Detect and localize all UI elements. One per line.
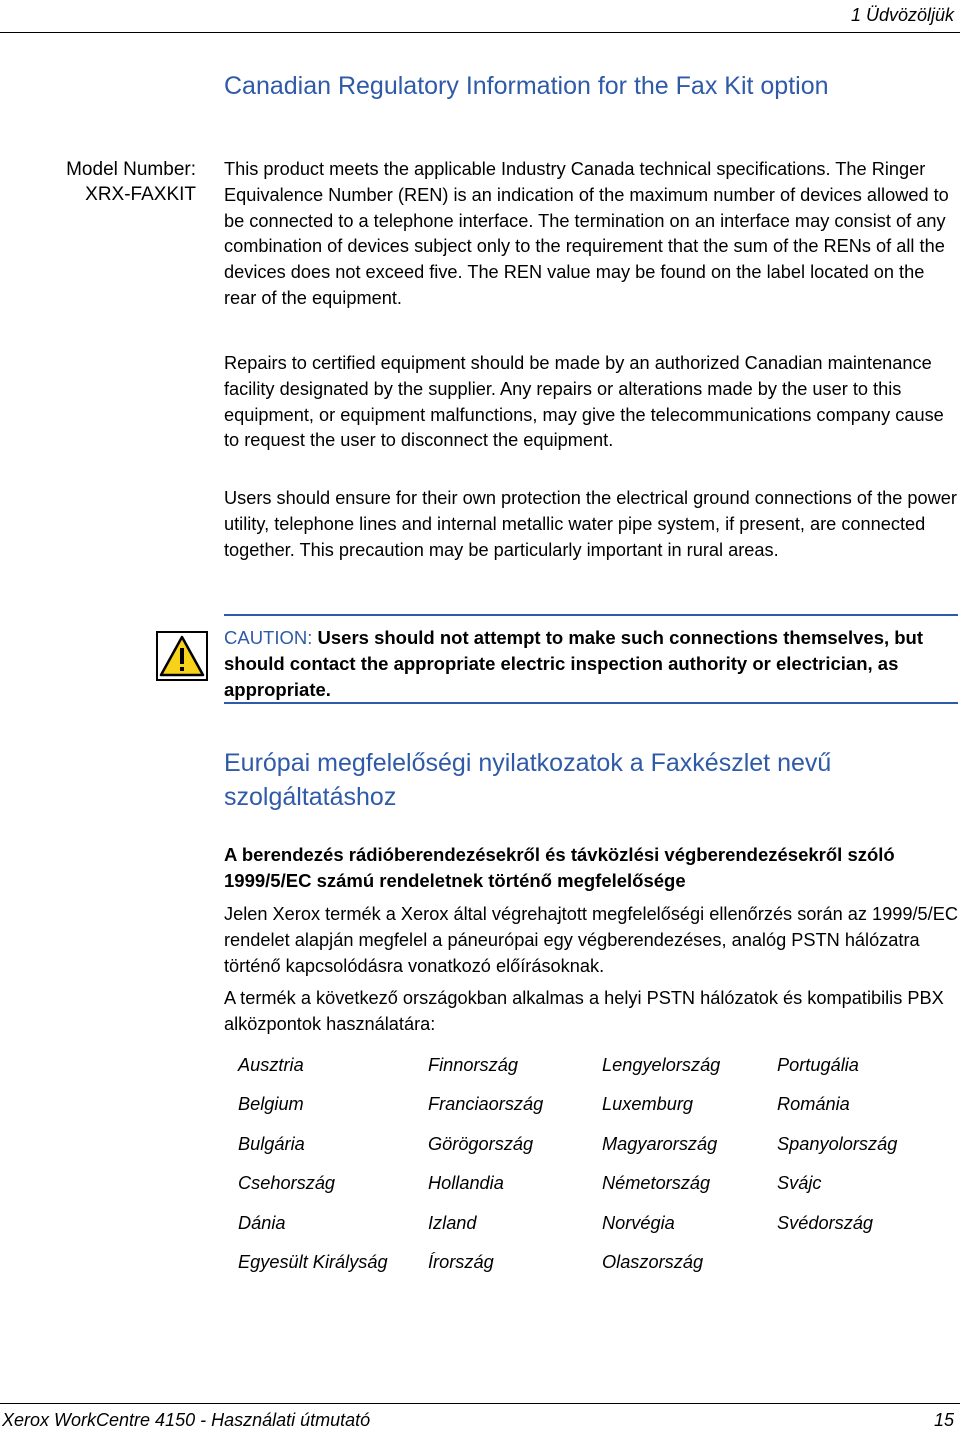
- header-rule: [0, 32, 960, 33]
- table-row: [238, 1053, 960, 1092]
- country-cell: Hollandia: [428, 1173, 504, 1194]
- european-subtitle: A berendezés rádióberendezésekről és távközlési végberendezésekről szóló 1999/5/EC számú rendeletnek történő megfelelősége: [224, 844, 895, 891]
- country-cell: Portugália: [777, 1055, 859, 1075]
- header-chapter: 1 Üdvözöljük: [850, 5, 954, 25]
- country-cell: Csehország: [238, 1173, 336, 1194]
- country-cell: Svédország: [777, 1212, 874, 1233]
- table-row: [238, 1171, 960, 1210]
- country-cell: Luxemburg: [602, 1094, 693, 1115]
- table-row: [238, 1211, 960, 1250]
- country-cell: Görögország: [428, 1133, 534, 1154]
- footer-rule: [0, 1403, 960, 1404]
- canadian-para-repairs: Repairs to certified equipment should be made by an authorized Canadian maintenance facility designated by the supplier. Any repairs or alterations made by the user to this equipment, or equipment malfunctions, may give the telecommunications company cause to request the user to disconnect the equipment.: [224, 353, 944, 451]
- country-cell: Svájc: [777, 1173, 822, 1194]
- country-cell: Bulgária: [238, 1133, 305, 1154]
- footer-title: Xerox WorkCentre 4150 - Használati útmutató: [2, 1410, 371, 1430]
- warning-triangle-icon: [156, 631, 208, 681]
- page-header: [0, 0, 960, 32]
- country-cell: Románia: [777, 1094, 850, 1115]
- european-para-compliance: Jelen Xerox termék a Xerox által végrehajtott megfelelőségi ellenőrzés során az 1999/5/EC rendelet alapján megfelel a páneurópai egy végberendezéses, analóg PSTN hálózatra történő kapcsolódásra vonatkozó előírásoknak.: [224, 904, 958, 976]
- country-cell: Izland: [428, 1212, 477, 1233]
- table-row: [238, 1092, 960, 1131]
- country-cell: Lengyelország: [602, 1055, 721, 1075]
- country-cell: Franciaország: [428, 1094, 544, 1115]
- european-para-countries: A termék a következő országokban alkalmas a helyi PSTN hálózatok és kompatibilis PBX alközpontok használatára:: [224, 988, 944, 1034]
- canadian-para-ren: This product meets the applicable Industry Canada technical specifications. The Ringer Equivalence Number (REN) is an indication of the maximum number of devices allowed to be connected to a telephone interface. The termination on an interface may consist of any combination of devices subject only to the requirement that the sum of the RENs of all the devices does not exceed five. The REN value may be found on the label located on the rear of the equipment.: [224, 159, 949, 308]
- country-cell: Írország: [428, 1251, 494, 1272]
- country-cell: Belgium: [238, 1094, 304, 1115]
- country-cell: Dánia: [238, 1212, 286, 1233]
- country-cell: Finnország: [428, 1055, 518, 1075]
- caution-box: [224, 614, 958, 704]
- country-cell: Németország: [602, 1173, 711, 1194]
- caution-notice: [224, 625, 958, 702]
- country-cell: Olaszország: [602, 1251, 704, 1272]
- model-label: Model Number:: [66, 159, 196, 180]
- table-row: [238, 1250, 960, 1289]
- european-title: Európai megfelelőségi nyilatkozatok a Faxkészlet nevű szolgáltatáshoz: [224, 749, 832, 811]
- canadian-title: Canadian Regulatory Information for the Fax Kit option: [224, 72, 829, 100]
- country-cell: Norvégia: [602, 1212, 675, 1233]
- canadian-para-ground: Users should ensure for their own protection the electrical ground connections of the power utility, telephone lines and internal metallic water pipe system, if present, are connected together. This precaution may be particularly important in rural areas.: [224, 488, 957, 560]
- country-cell: Spanyolország: [777, 1133, 898, 1154]
- country-cell: Magyarország: [602, 1133, 718, 1154]
- model-value: XRX-FAXKIT: [85, 184, 196, 205]
- caution-text: Users should not attempt to make such connections themselves, but should contact the appropriate electric inspection authority or electrician, as appropriate.: [224, 627, 924, 700]
- model-number: [30, 157, 196, 207]
- page-number: 15: [933, 1410, 954, 1430]
- caution-label: CAUTION:: [224, 627, 313, 648]
- table-row: [238, 1132, 960, 1171]
- country-cell: Ausztria: [238, 1055, 304, 1075]
- countries-table: [238, 1053, 960, 1289]
- country-cell: Egyesült Királyság: [238, 1251, 388, 1272]
